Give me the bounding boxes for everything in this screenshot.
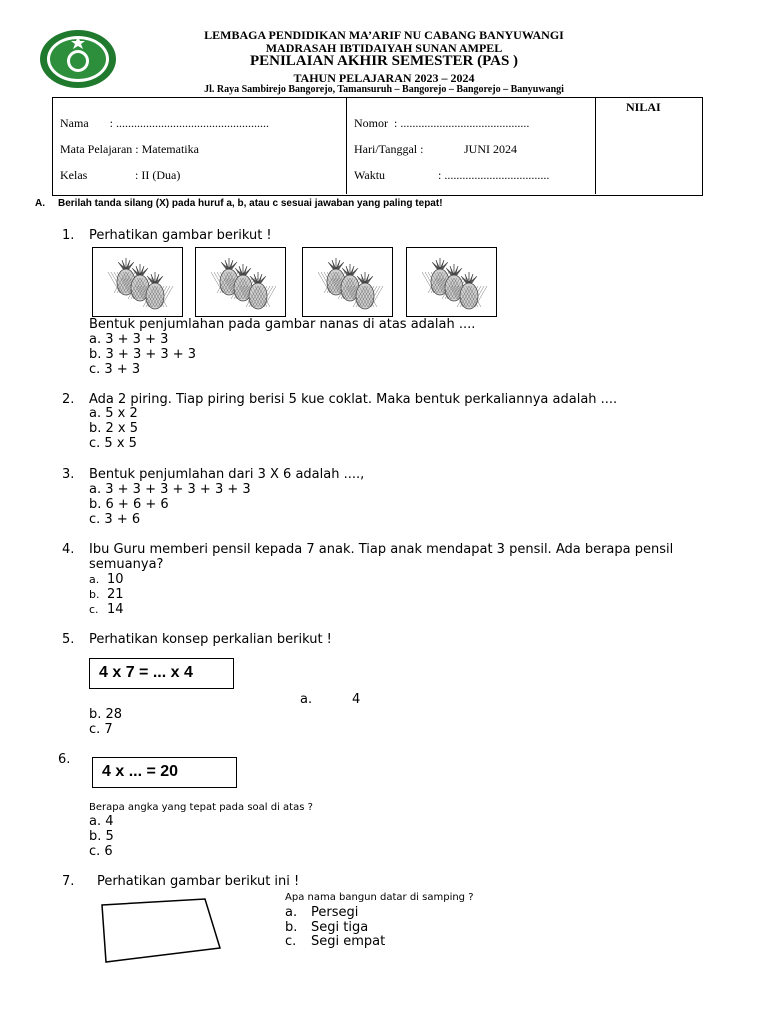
nilai-label: NILAI [626,100,661,114]
q2-option-c[interactable]: c. 5 x 5 [89,436,137,451]
q1-number: 1. [62,228,75,243]
q7-option-b[interactable]: Segi tiga [311,920,369,935]
q5-text: Perhatikan konsep perkalian berikut ! [89,632,332,647]
q1-option-b[interactable]: b. 3 + 3 + 3 + 3 [89,347,197,362]
hari-value: JUNI 2024 [464,142,517,156]
q4-option-a-letter: a. [89,573,100,586]
waktu-value[interactable]: : ................................... [438,168,550,182]
q5-expression-box: 4 x 7 = ... x 4 [89,658,234,689]
instruction-letter: A. [35,198,45,209]
q4-option-a[interactable]: 10 [107,572,124,587]
q2-option-b[interactable]: b. 2 x 5 [89,421,139,436]
pineapple-picture-3 [302,247,393,317]
header-address: Jl. Raya Sambirejo Bangorejo, Tamansuruh – Bangorejo – Bangorejo – Banyuwangi [204,84,564,95]
q4-text: Ibu Guru memberi pensil kepada 7 anak. Tiap anak mendapat 3 pensil. Ada berapa pensil [89,542,674,557]
q1-text: Perhatikan gambar berikut ! [89,228,272,243]
q7-option-a-letter: a. [285,905,298,920]
kelas-label: Kelas [60,168,88,182]
q5-option-a-letter: a. [300,692,313,707]
kelas-value: : II (Dua) [135,168,181,182]
q3-number: 3. [62,467,75,482]
q6-option-c[interactable]: c. 6 [89,844,113,859]
q7-option-b-letter: b. [285,920,298,935]
q2-number: 2. [62,392,75,407]
q4-number: 4. [62,542,75,557]
q4-option-c-letter: c. [89,603,99,616]
q3-option-a[interactable]: a. 3 + 3 + 3 + 3 + 3 + 3 [89,482,251,497]
q7-text: Perhatikan gambar berikut ini ! [97,874,300,889]
quadrilateral-shape [98,895,228,967]
q1-option-a[interactable]: a. 3 + 3 + 3 [89,332,169,347]
pineapple-group-icon [303,248,392,316]
header-line-3: PENILAIAN AKHIR SEMESTER (PAS ) [249,53,519,69]
nomor-field[interactable]: Nomor : ........................................... [354,116,530,130]
nama-field[interactable]: Nama : ................................................... [60,116,269,130]
pineapple-group-icon [407,248,496,316]
pineapple-group-icon [93,248,182,316]
waktu-label: Waktu [354,168,386,182]
q3-option-b[interactable]: b. 6 + 6 + 6 [89,497,169,512]
q5-option-c[interactable]: c. 7 [89,722,113,737]
q3-option-c[interactable]: c. 3 + 6 [89,512,141,527]
q7-number: 7. [62,874,75,889]
hari-label: Hari/Tanggal : [354,142,424,156]
q5-option-a[interactable]: 4 [352,692,361,707]
q2-text: Ada 2 piring. Tiap piring berisi 5 kue coklat. Maka bentuk perkaliannya adalah .... [89,392,618,407]
q6-expression-box: 4 x ... = 20 [92,757,237,788]
mapel-field: Mata Pelajaran : Matematika [60,142,199,156]
q5-number: 5. [62,632,75,647]
q3-text: Bentuk penjumlahan dari 3 X 6 adalah ...., [89,467,365,482]
q1-option-c[interactable]: c. 3 + 3 [89,362,141,377]
q6-option-a[interactable]: a. 4 [89,814,114,829]
q4-option-b[interactable]: 21 [107,587,124,602]
q6-number: 6. [58,752,71,767]
q4-text-2: semuanya? [89,557,164,572]
header-line-1: LEMBAGA PENDIDIKAN MA’ARIF NU CABANG BANYUWANGI [204,28,564,42]
q7-option-a[interactable]: Persegi [311,905,359,920]
q6-text: Berapa angka yang tepat pada soal di atas ? [89,802,313,813]
instruction-text: Berilah tanda silang (X) pada huruf a, b, atau c sesuai jawaban yang paling tepat! [58,198,443,209]
q2-option-a[interactable]: a. 5 x 2 [89,406,138,421]
q5-option-b[interactable]: b. 28 [89,707,123,722]
q7-option-c-letter: c. [285,934,297,949]
q1-text-2: Bentuk penjumlahan pada gambar nanas di atas adalah .... [89,317,476,332]
q7-option-c[interactable]: Segi empat [311,934,386,949]
pineapple-group-icon [196,248,285,316]
header-line-2: MADRASAH IBTIDAIYAH SUNAN AMPEL [265,41,503,55]
pineapple-picture-1 [92,247,183,317]
pineapple-picture-4 [406,247,497,317]
q4-option-b-letter: b. [89,588,100,601]
q6-option-b[interactable]: b. 5 [89,829,114,844]
q7-text-2: Apa nama bangun datar di samping ? [285,892,474,903]
header-line-4: TAHUN PELAJARAN 2023 – 2024 [293,71,475,85]
q4-option-c[interactable]: 14 [107,602,124,617]
pineapple-picture-2 [195,247,286,317]
